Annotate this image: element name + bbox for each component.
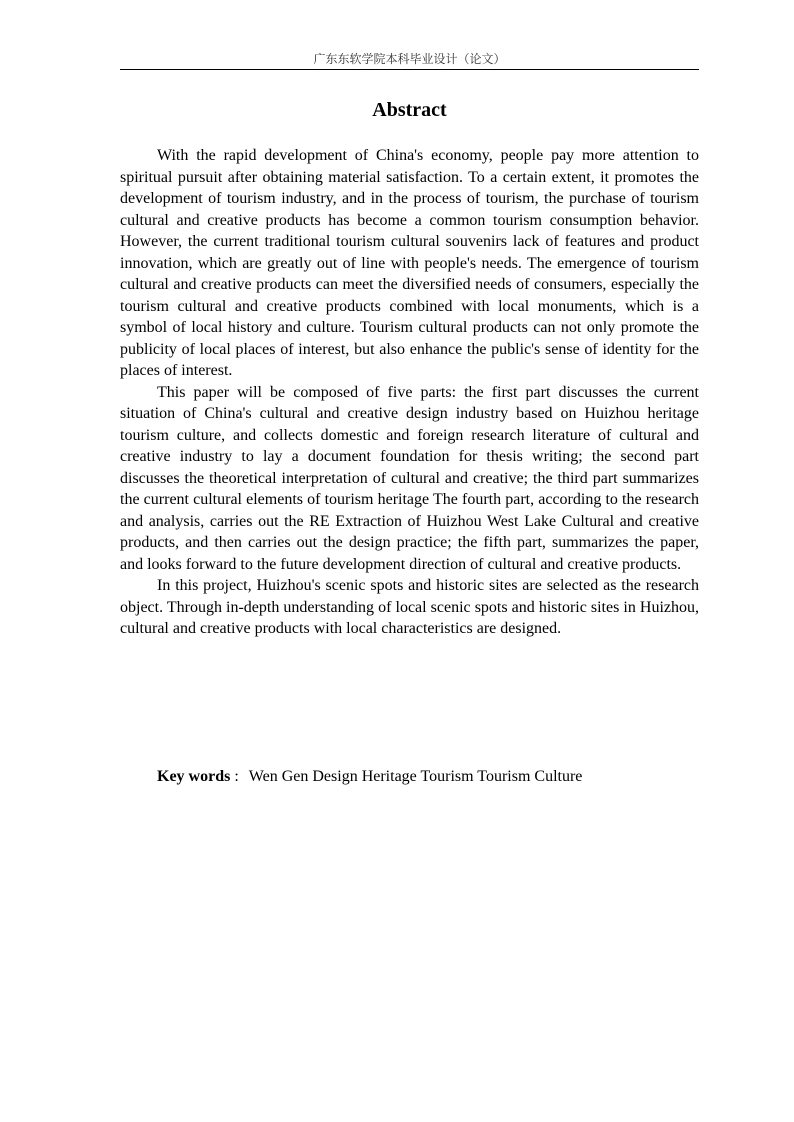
keywords-line [157,766,582,788]
header-rule [120,69,699,70]
abstract-paragraph-1: With the rapid development of China's economy, people pay more attention to spiritual pursuit after obtaining material satisfaction. To a certain extent, it promotes the development of tourism industry, and in the process of tourism, the purchase of tourism cultural and creative products has become a common tourism consumption behavior. However, the current traditional tourism cultural souvenirs lack of features and product innovation, which are greatly out of line with people's needs. The emergence of tourism cultural and creative products can meet the diversified needs of consumers, especially the tourism cultural and creative products combined with local monuments, which is a symbol of local history and culture. Tourism cultural products can not only promote the publicity of local places of interest, but also enhance the public's sense of identity for the places of interest. [120,147,699,379]
keywords-label: Key words [157,768,231,785]
abstract-paragraph-2: This paper will be composed of five parts: the first part discusses the current situation of China's cultural and creative design industry based on Huizhou heritage tourism culture, and collects domestic and foreign research literature of cultural and creative industry to lay a document foundation for thesis writing; the second part discusses the theoretical interpretation of cultural and creative; the third part summarizes the current cultural elements of tourism heritage The fourth part, according to the research and analysis, carries out the RE Extraction of Huizhou West Lake Cultural and creative products, and then carries out the design practice; the fifth part, summarizes the paper, and looks forward to the future development direction of cultural and creative products. [120,383,699,573]
keywords-separator: : [234,768,239,785]
keywords-value: Wen Gen Design Heritage Tourism Tourism Culture [248,768,583,785]
running-header: 广东东软学院本科毕业设计（论文） [313,52,506,66]
abstract-body [120,145,699,640]
abstract-title: Abstract [372,99,447,121]
abstract-paragraph-3: In this project, Huizhou's scenic spots and historic sites are selected as the research object. Through in-depth understanding of local scenic spots and historic sites in Huizhou, cultural and creative products with local characteristics are designed. [120,577,699,637]
